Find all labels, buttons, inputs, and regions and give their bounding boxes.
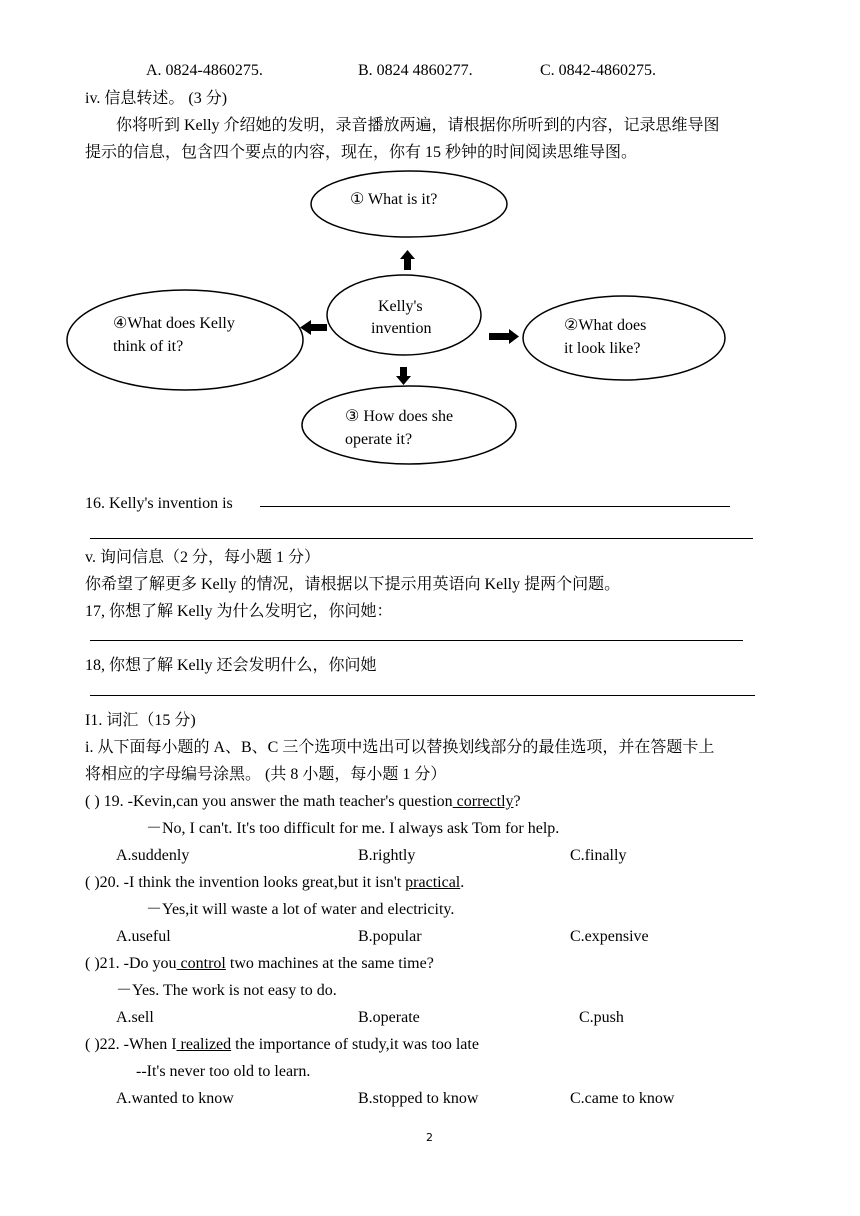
- question-19: [85, 792, 521, 812]
- question-20-option-c: C.expensive: [570, 928, 649, 945]
- question-21-option-c: C.push: [579, 1009, 624, 1026]
- section-ii-instruction-2: 将相应的字母编号涂黑。 (共 8 小题，每小题 1 分）: [85, 766, 447, 783]
- right-node-label-1: ②What does: [564, 317, 647, 334]
- center-node-label-2: invention: [371, 320, 432, 337]
- underlined-word: practical: [405, 874, 461, 891]
- arrow-right-icon: [489, 329, 519, 344]
- arrow-left-icon: [300, 320, 327, 335]
- answer-bracket[interactable]: ( ): [85, 793, 100, 810]
- question-text-end: two machines at the same time?: [225, 955, 434, 972]
- question-19-option-b: B.rightly: [358, 847, 416, 864]
- section-ii-heading: I1. 词汇（15 分): [85, 712, 196, 729]
- section-v-instruction: 你希望了解更多 Kelly 的情况，请根据以下提示用英语向 Kelly 提两个问题。: [85, 576, 621, 593]
- question-text: 21. -Do you: [99, 955, 177, 972]
- question-22-option-b: B.stopped to know: [358, 1090, 479, 1107]
- left-node-ellipse: [67, 290, 303, 390]
- center-node-label-1: Kelly's: [378, 298, 423, 315]
- question-text: 20. -I think the invention looks great,but it isn't: [99, 874, 406, 891]
- arrow-up-icon: [400, 250, 415, 270]
- page-number: 2: [426, 1131, 433, 1144]
- right-node-label-2: it look like?: [564, 340, 641, 357]
- question-21: [85, 954, 434, 974]
- question-20-reply: －Yes,it will waste a lot of water and electricity.: [146, 901, 455, 918]
- question-text: 19. -Kevin,can you answer the math teacher's question: [99, 793, 453, 810]
- q17-answer-line[interactable]: [90, 640, 743, 641]
- question-21-option-b: B.operate: [358, 1009, 420, 1026]
- question-20-option-a: A.useful: [116, 928, 171, 945]
- section-iv-instruction-2: 提示的信息，包含四个要点的内容，现在，你有 15 秒钟的时间阅读思维导图。: [85, 144, 638, 161]
- answer-bracket[interactable]: ( ): [85, 955, 100, 972]
- question-text-end: the importance of study,it was too late: [231, 1036, 479, 1053]
- underlined-word: control: [176, 955, 226, 972]
- top-node-label: ① What is it?: [350, 191, 438, 208]
- q18-prompt: 18, 你想了解 Kelly 还会发明什么，你问她: [85, 657, 377, 674]
- answer-bracket[interactable]: ( ): [85, 1036, 100, 1053]
- question-19-reply: －No, I can't. It's too difficult for me. I always ask Tom for help.: [146, 820, 560, 837]
- q15-option-a: A. 0824-4860275.: [146, 62, 263, 79]
- question-22-option-c: C.came to know: [570, 1090, 675, 1107]
- question-19-option-a: A.suddenly: [116, 847, 190, 864]
- question-21-reply: －Yes. The work is not easy to do.: [116, 982, 337, 999]
- underlined-word: correctly: [452, 793, 514, 810]
- question-22-option-a: A.wanted to know: [116, 1090, 234, 1107]
- section-iv-instruction-1: 你将听到 Kelly 介绍她的发明，录音播放两遍，请根据你所听到的内容，记录思维导图: [116, 117, 720, 134]
- question-20: [85, 873, 464, 893]
- section-iv-heading: iv. 信息转述。 (3 分): [85, 90, 228, 107]
- question-text: 22. -When I: [99, 1036, 177, 1053]
- q16-answer-line-1[interactable]: [260, 506, 730, 507]
- section-ii-instruction-1: i. 从下面每小题的 A、B、C 三个选项中选出可以替换划线部分的最佳选项，并在答题卡上: [85, 739, 715, 756]
- answer-bracket[interactable]: ( ): [85, 874, 100, 891]
- question-22: [85, 1035, 479, 1055]
- question-text-end: ?: [513, 793, 521, 810]
- bottom-node-label-1: ③ How does she: [345, 408, 454, 425]
- q16-answer-line-2[interactable]: [90, 538, 753, 539]
- underlined-word: realized: [176, 1036, 232, 1053]
- left-node-label-2: think of it?: [113, 338, 184, 355]
- question-text-end: .: [460, 874, 465, 891]
- q15-option-c: C. 0842-4860275.: [540, 62, 656, 79]
- bottom-node-label-2: operate it?: [345, 431, 413, 448]
- q15-option-b: B. 0824 4860277.: [358, 62, 473, 79]
- question-19-option-c: C.finally: [570, 847, 627, 864]
- question-22-reply: --It's never too old to learn.: [136, 1063, 311, 1080]
- question-21-option-a: A.sell: [116, 1009, 154, 1026]
- arrow-down-icon: [396, 367, 411, 385]
- q16-prompt: 16. Kelly's invention is: [85, 495, 233, 512]
- question-20-option-b: B.popular: [358, 928, 422, 945]
- left-node-label-1: ④What does Kelly: [113, 315, 235, 332]
- q18-answer-line[interactable]: [90, 695, 755, 696]
- section-v-heading: v. 询问信息（2 分，每小题 1 分）: [85, 549, 320, 566]
- q17-prompt: 17, 你想了解 Kelly 为什么发明它，你问她：: [85, 603, 393, 620]
